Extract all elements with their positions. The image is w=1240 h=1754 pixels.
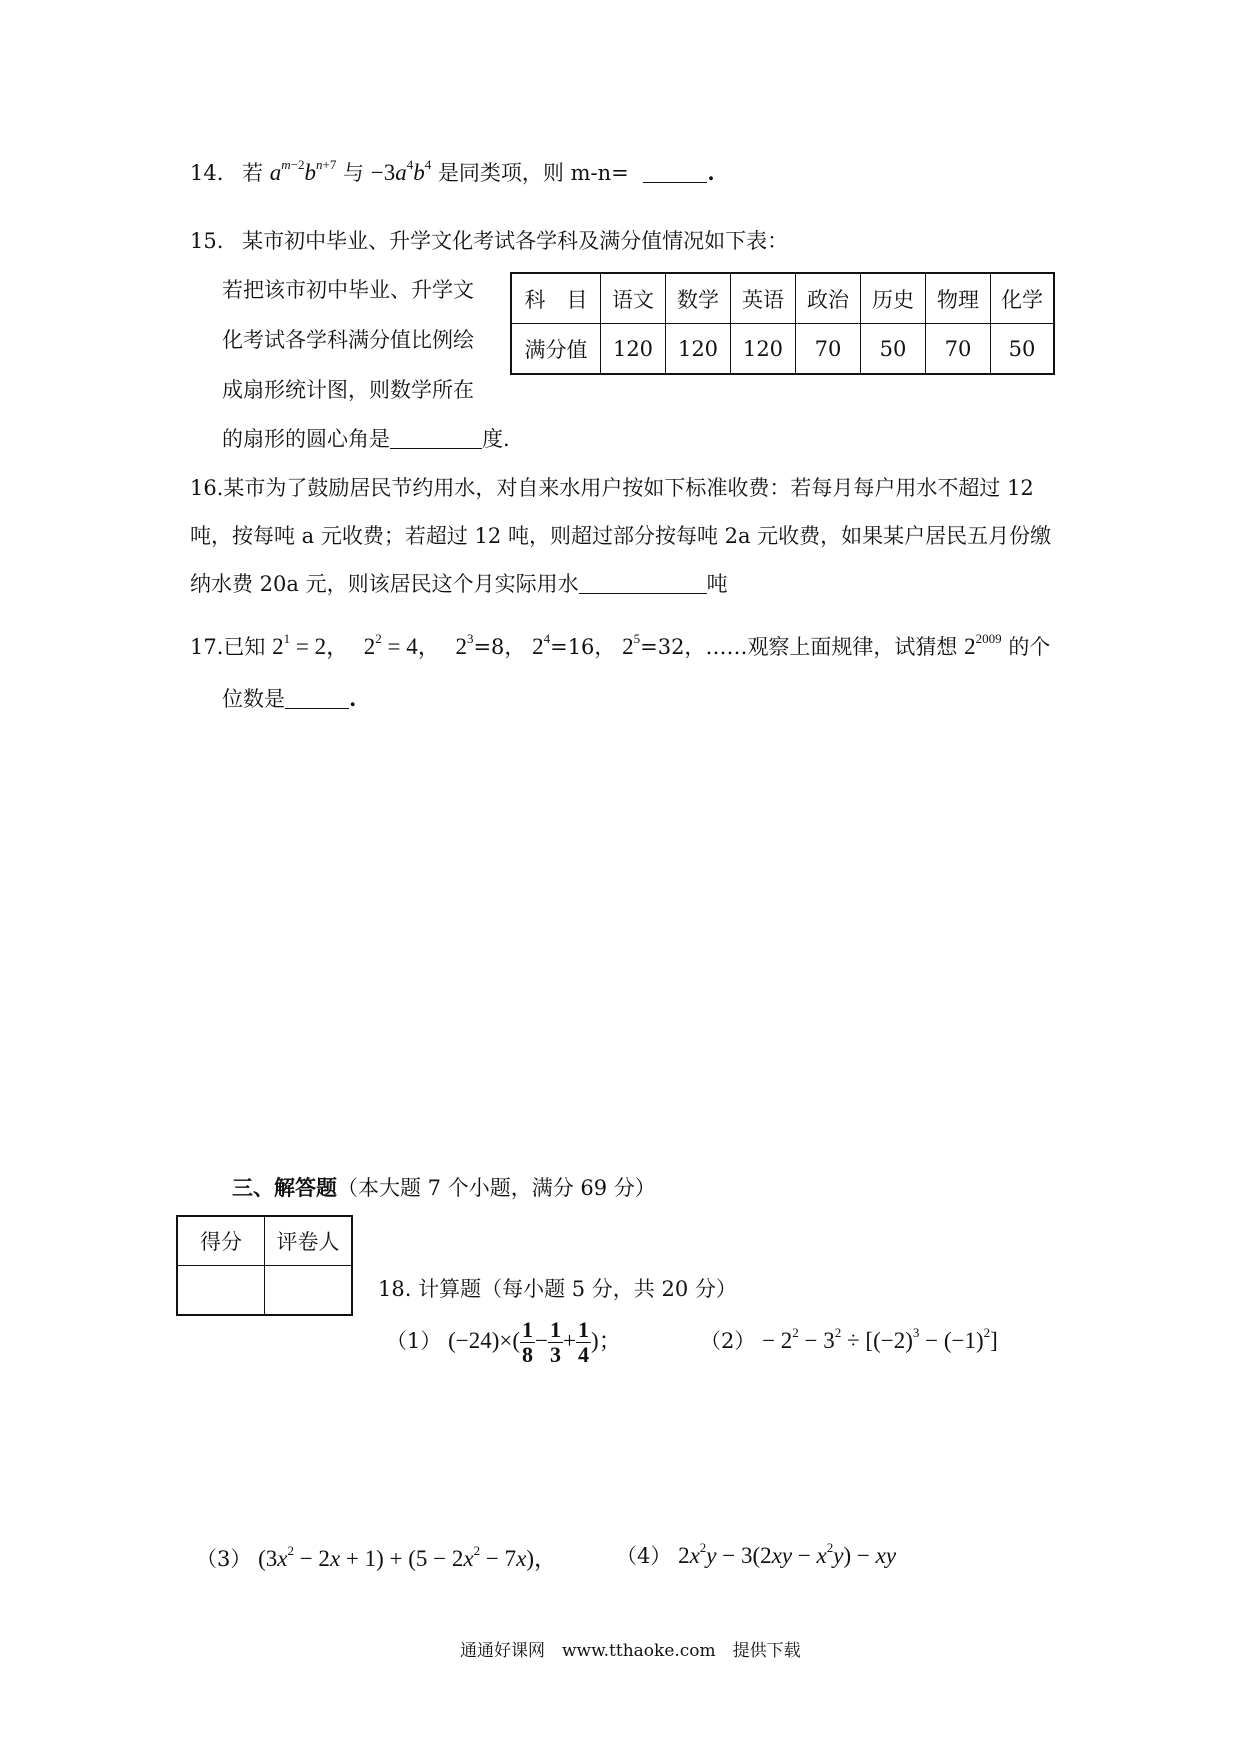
q18-part-1	[386, 1318, 622, 1367]
score-table	[510, 272, 1055, 375]
q17-line-1	[190, 632, 1050, 662]
q15-last-pre: 的扇形的圆心角是	[222, 427, 390, 451]
grader-reviewer-cell	[265, 1266, 353, 1316]
table-cell: 70	[926, 324, 991, 375]
q14-number: 14.	[190, 161, 224, 185]
score-table-header	[511, 273, 1054, 324]
q15-side-line-1: 若把该市初中毕业、升学文	[222, 278, 474, 302]
q17-item-3: =32，	[640, 635, 706, 659]
q18-p1-label: （1）	[386, 1328, 442, 1353]
q16-line-3	[190, 569, 728, 599]
q18-p1-expression: (−24)×( $\frac{1}{8}$ − $\frac{1}{3}$ + $\frac{1}{4}$ )；	[448, 1317, 622, 1367]
q15-text: 某市初中毕业、升学文化考试各学科及满分值情况如下表：	[242, 229, 789, 253]
q18-p4-expression: $2x^2y - 3(2xy - x^2y)$ − xy	[678, 1540, 897, 1568]
table-cell: 物理	[926, 273, 991, 324]
question-14	[190, 158, 715, 188]
table-cell: 化学	[991, 273, 1055, 324]
table-cell: 50	[861, 324, 926, 375]
q17-item-2: =16，	[550, 635, 616, 659]
q17-power-2009: $2^{2009}$	[964, 631, 1002, 659]
q17-end: 的个	[1008, 635, 1051, 659]
q14-term-2: $-3a^4b^4$	[370, 157, 432, 185]
q15-last-post: 度.	[482, 427, 510, 451]
q17-power-2: $2^2 = 4$，	[363, 631, 441, 659]
q18-title: 18. 计算题（每小题 5 分，共 20 分）	[378, 1277, 737, 1301]
score-table-row	[511, 324, 1054, 375]
table-cell: 数学	[666, 273, 731, 324]
q17-line2-pre: 位数是	[222, 687, 285, 711]
q16-line-1: 16.某市为了鼓励居民节约用水，对自来水用户按如下标准收费：若每月每户用水不超过 12	[190, 476, 1034, 500]
q18-p3-label: （3）	[196, 1547, 252, 1571]
table-cell: 50	[991, 324, 1055, 375]
q14-term-1: $a^{m-2}b^{n+7}$	[269, 157, 337, 185]
q15-side-line-2: 化考试各学科满分值比例绘	[222, 328, 474, 352]
table-cell: 英语	[731, 273, 796, 324]
q14-answer-blank	[643, 160, 707, 183]
q14-mid: 与	[343, 161, 365, 185]
q14-post: 是同类项，则 m-n=	[437, 161, 629, 185]
q16-answer-blank	[579, 571, 707, 594]
q17-answer-blank	[285, 686, 349, 709]
q17-line2-end: .	[349, 686, 357, 711]
q18-p2-expression: − $2^2 - 3^2 \div [(-2)^3 - (-1)^2]$	[762, 1325, 998, 1353]
grader-table	[176, 1215, 353, 1316]
section-3-title: 三、解答题	[232, 1175, 337, 1200]
q17-power-5: $2^5$	[622, 631, 641, 659]
section-3-heading	[232, 1173, 656, 1203]
q16-line-2: 吨，按每吨 a 元收费；若超过 12 吨，则超过部分按每吨 2a 元收费，如果某户居民五月份缴	[190, 524, 1052, 548]
q17-power-4: $2^4$	[532, 631, 551, 659]
table-cell: 满分值	[511, 324, 601, 375]
section-3-note: （本大题 7 个小题，满分 69 分）	[337, 1176, 656, 1200]
q16-last-post: 吨	[706, 572, 728, 596]
grader-score-label: 得分	[177, 1216, 265, 1266]
question-15	[190, 226, 788, 256]
q18-part-3	[196, 1540, 557, 1573]
q18-part-2	[700, 1325, 998, 1355]
q14-end: .	[707, 160, 715, 185]
q18-p3-expression: $(3x^2 - 2x + 1) + (5 - 2x^2 - 7x)$，	[258, 1543, 557, 1571]
grader-score-cell	[177, 1266, 265, 1316]
table-cell: 120	[601, 324, 666, 375]
q17-power-3: $2^3$	[455, 631, 474, 659]
table-cell: 语文	[601, 273, 666, 324]
q15-number: 15.	[190, 229, 224, 253]
q14-pre: 若	[242, 161, 264, 185]
q15-answer-blank	[390, 426, 482, 449]
q17-pre: 17.已知	[190, 635, 266, 659]
q18-p2-label: （2）	[700, 1329, 756, 1353]
table-cell: 政治	[796, 273, 861, 324]
grader-reviewer-label: 评卷人	[265, 1216, 353, 1266]
q17-post: ……观察上面规律，试猜想	[705, 635, 958, 659]
q15-last-line	[222, 424, 510, 454]
table-cell: 历史	[861, 273, 926, 324]
q15-side-line-3: 成扇形统计图，则数学所在	[222, 378, 474, 402]
q17-item-1: =8，	[473, 635, 526, 659]
q17-power-1: $2^1 = 2$，	[272, 631, 350, 659]
page-footer: 通通好课网 www.tthaoke.com 提供下载	[460, 1641, 801, 1661]
table-cell: 120	[731, 324, 796, 375]
table-cell: 120	[666, 324, 731, 375]
table-cell: 科 目	[511, 273, 601, 324]
q18-p4-label: （4）	[616, 1544, 672, 1568]
q16-last-pre: 纳水费 20a 元，则该居民这个月实际用水	[190, 572, 579, 596]
q17-line-2	[222, 684, 356, 714]
q18-part-4	[616, 1540, 896, 1570]
table-cell: 70	[796, 324, 861, 375]
